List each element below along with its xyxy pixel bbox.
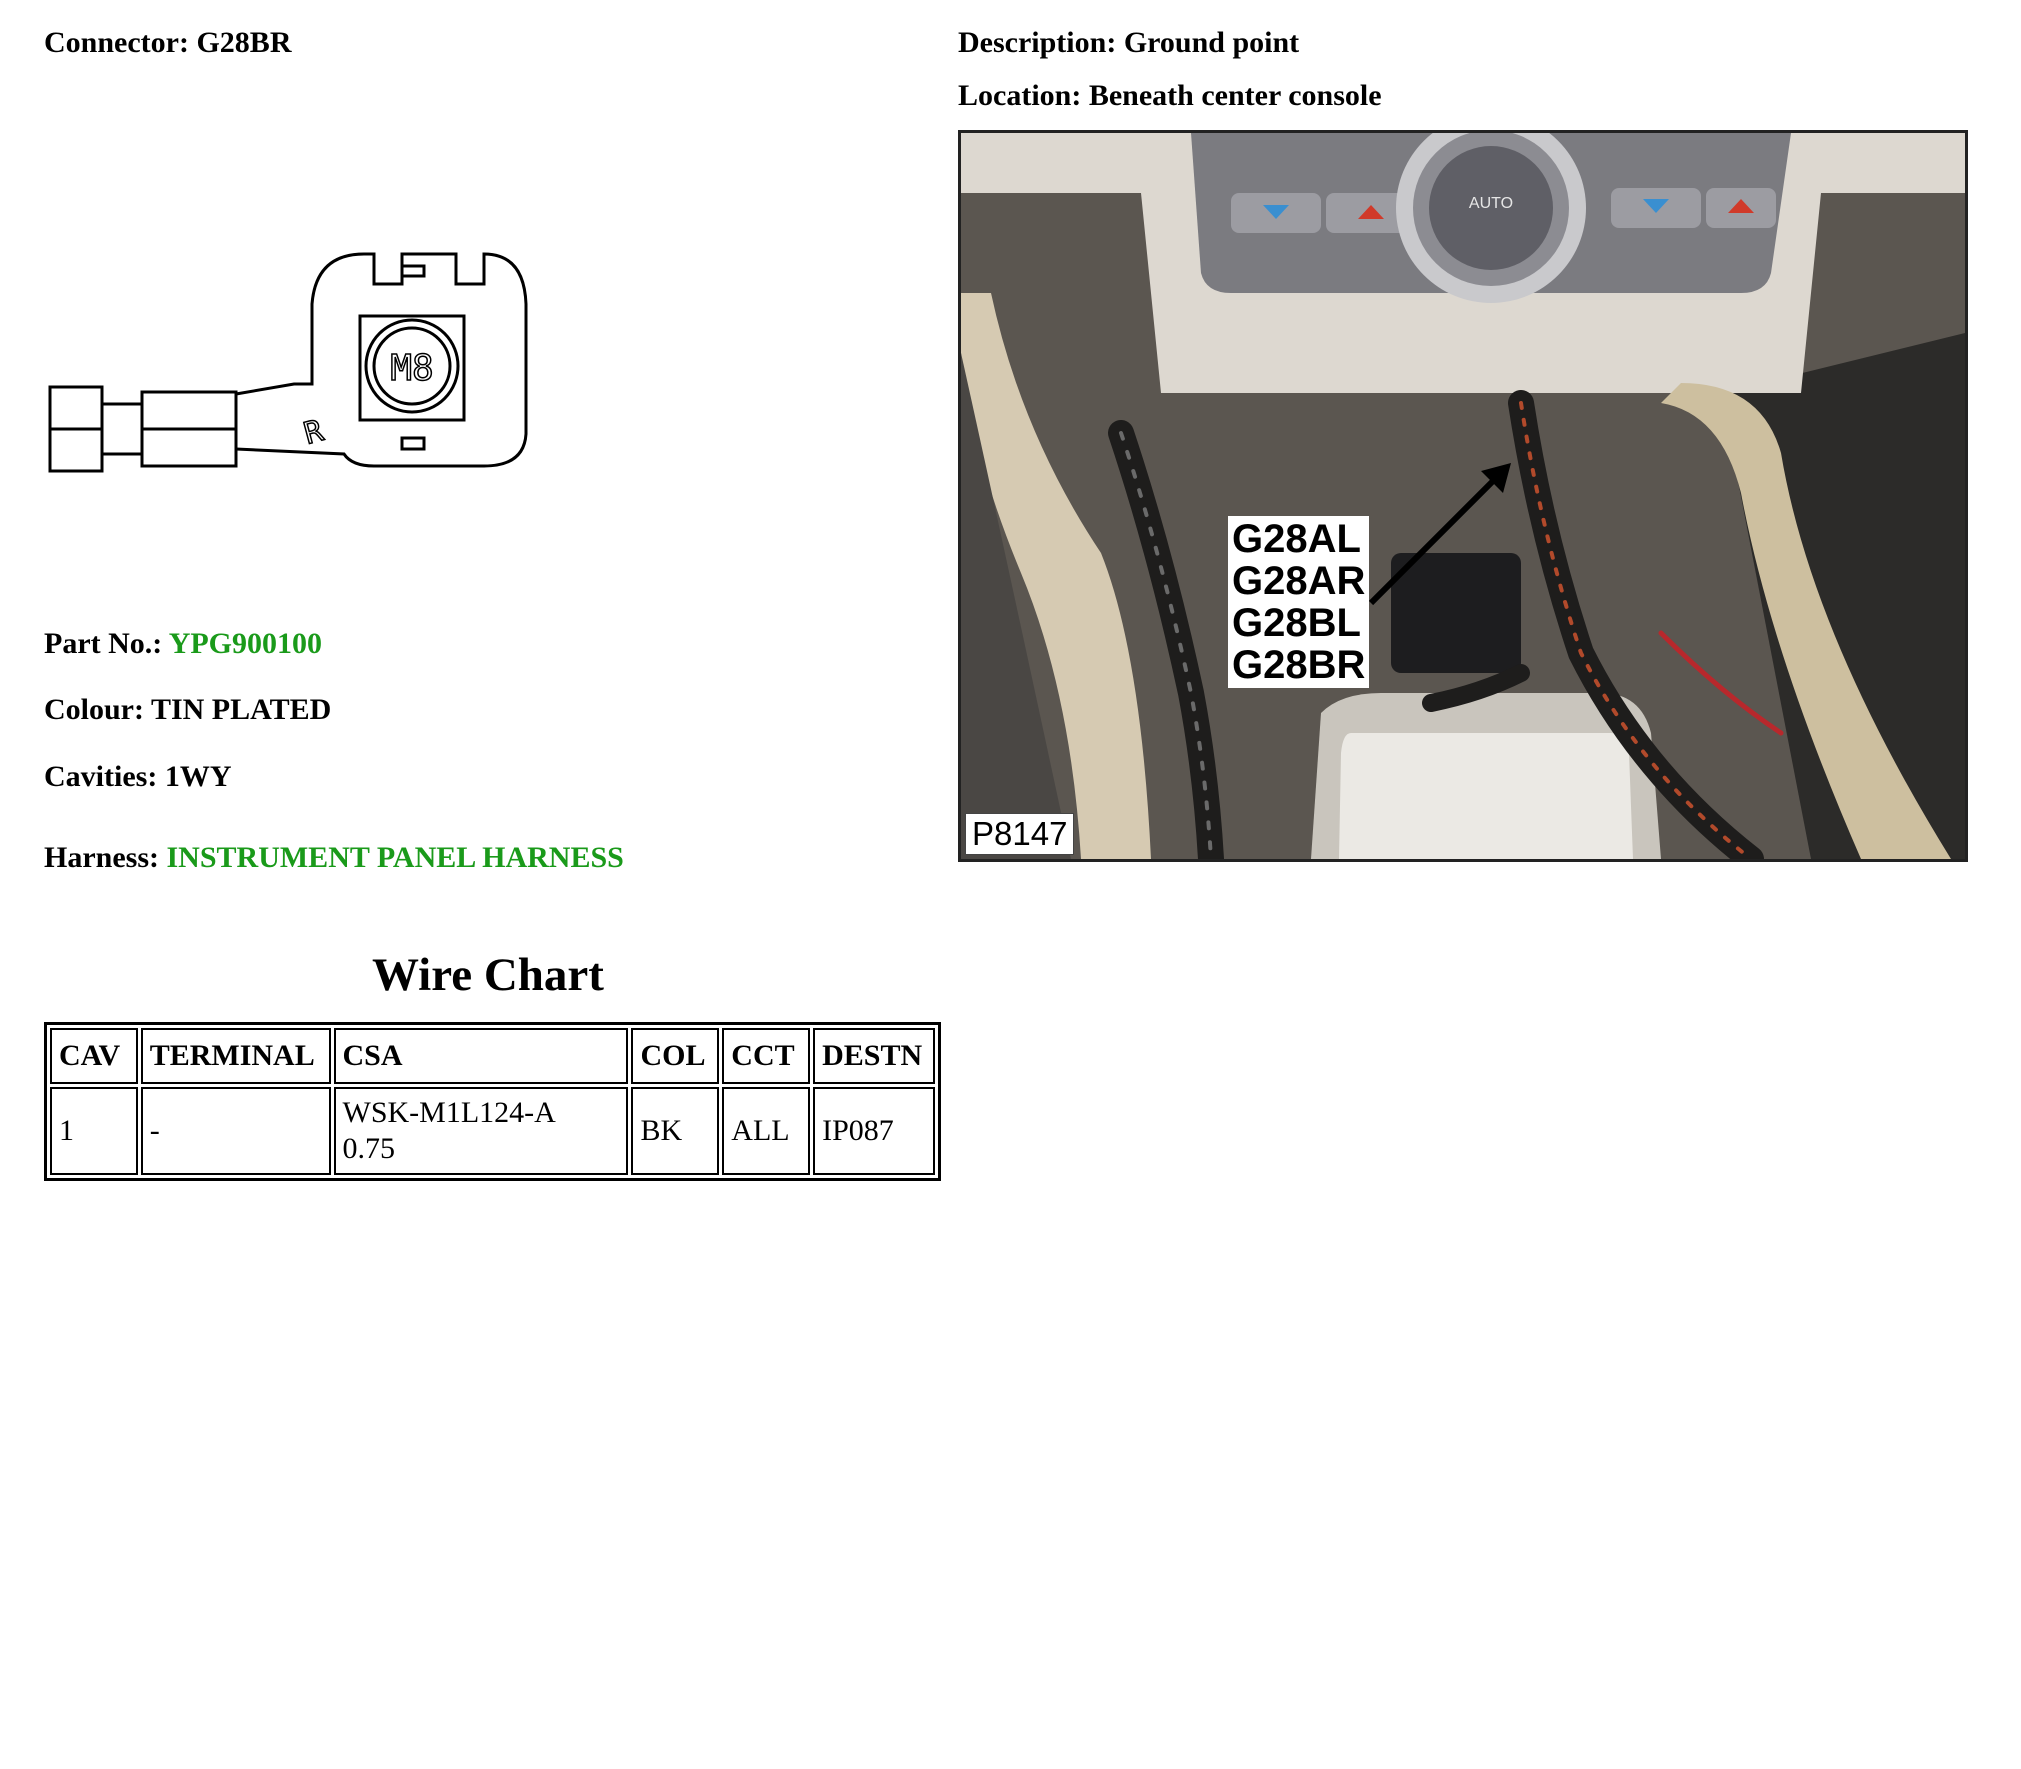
photo-illustration bbox=[961, 133, 1965, 859]
part-no-link[interactable]: YPG900100 bbox=[168, 627, 323, 660]
header-cav: CAV bbox=[50, 1028, 138, 1084]
part-no-line bbox=[44, 629, 322, 659]
callout-g28bl: G28BL bbox=[1232, 601, 1361, 645]
description-label: Description: bbox=[958, 26, 1124, 59]
description-value: Ground point bbox=[1123, 26, 1300, 59]
header-destn: DESTN bbox=[813, 1028, 935, 1084]
callout-g28al: G28AL bbox=[1232, 517, 1361, 561]
colour-line bbox=[44, 695, 331, 725]
cell-destn: IP087 bbox=[813, 1087, 935, 1175]
header-cct: CCT bbox=[722, 1028, 810, 1084]
location-photo bbox=[958, 130, 1968, 862]
cell-col: BK bbox=[631, 1087, 719, 1175]
callout-g28br: G28BR bbox=[1232, 643, 1366, 687]
orientation-mark: R bbox=[300, 413, 327, 452]
wire-chart-table bbox=[44, 1022, 941, 1181]
auto-button-label: AUTO bbox=[1468, 195, 1514, 212]
harness-label: Harness: bbox=[44, 841, 167, 874]
stud-size-label: M8 bbox=[390, 348, 434, 389]
header-col: COL bbox=[631, 1028, 719, 1084]
connector-callout bbox=[1228, 516, 1369, 688]
description-line bbox=[958, 28, 1299, 58]
part-no-label: Part No.: bbox=[44, 627, 169, 660]
wire-chart-title: Wire Chart bbox=[372, 949, 604, 1001]
table-row bbox=[50, 1087, 935, 1175]
cavities-line bbox=[44, 762, 231, 792]
cell-cav: 1 bbox=[50, 1087, 138, 1175]
csa-spec: WSK-M1L124-A bbox=[342, 1096, 556, 1129]
cell-csa bbox=[334, 1087, 629, 1175]
colour-label: Colour: bbox=[44, 693, 151, 726]
harness-line bbox=[44, 843, 624, 873]
colour-value: TIN PLATED bbox=[150, 693, 332, 726]
harness-link[interactable]: INSTRUMENT PANEL HARNESS bbox=[166, 841, 624, 874]
cavities-value: 1WY bbox=[164, 760, 232, 793]
location-value: Beneath center console bbox=[1088, 79, 1382, 112]
header-terminal: TERMINAL bbox=[141, 1028, 331, 1084]
connector-value: G28BR bbox=[196, 26, 292, 59]
connector-label: Connector: bbox=[44, 26, 197, 59]
table-header-row bbox=[50, 1028, 935, 1084]
header-csa: CSA bbox=[334, 1028, 629, 1084]
cell-terminal: - bbox=[141, 1087, 331, 1175]
location-line bbox=[958, 81, 1382, 111]
csa-size: 0.75 bbox=[342, 1132, 395, 1165]
callout-g28ar: G28AR bbox=[1232, 559, 1366, 603]
cavities-label: Cavities: bbox=[44, 760, 165, 793]
cell-cct: ALL bbox=[722, 1087, 810, 1175]
location-label: Location: bbox=[958, 79, 1089, 112]
photo-reference: P8147 bbox=[965, 813, 1074, 855]
connector-drawing bbox=[44, 244, 534, 488]
connector-line bbox=[44, 28, 291, 58]
